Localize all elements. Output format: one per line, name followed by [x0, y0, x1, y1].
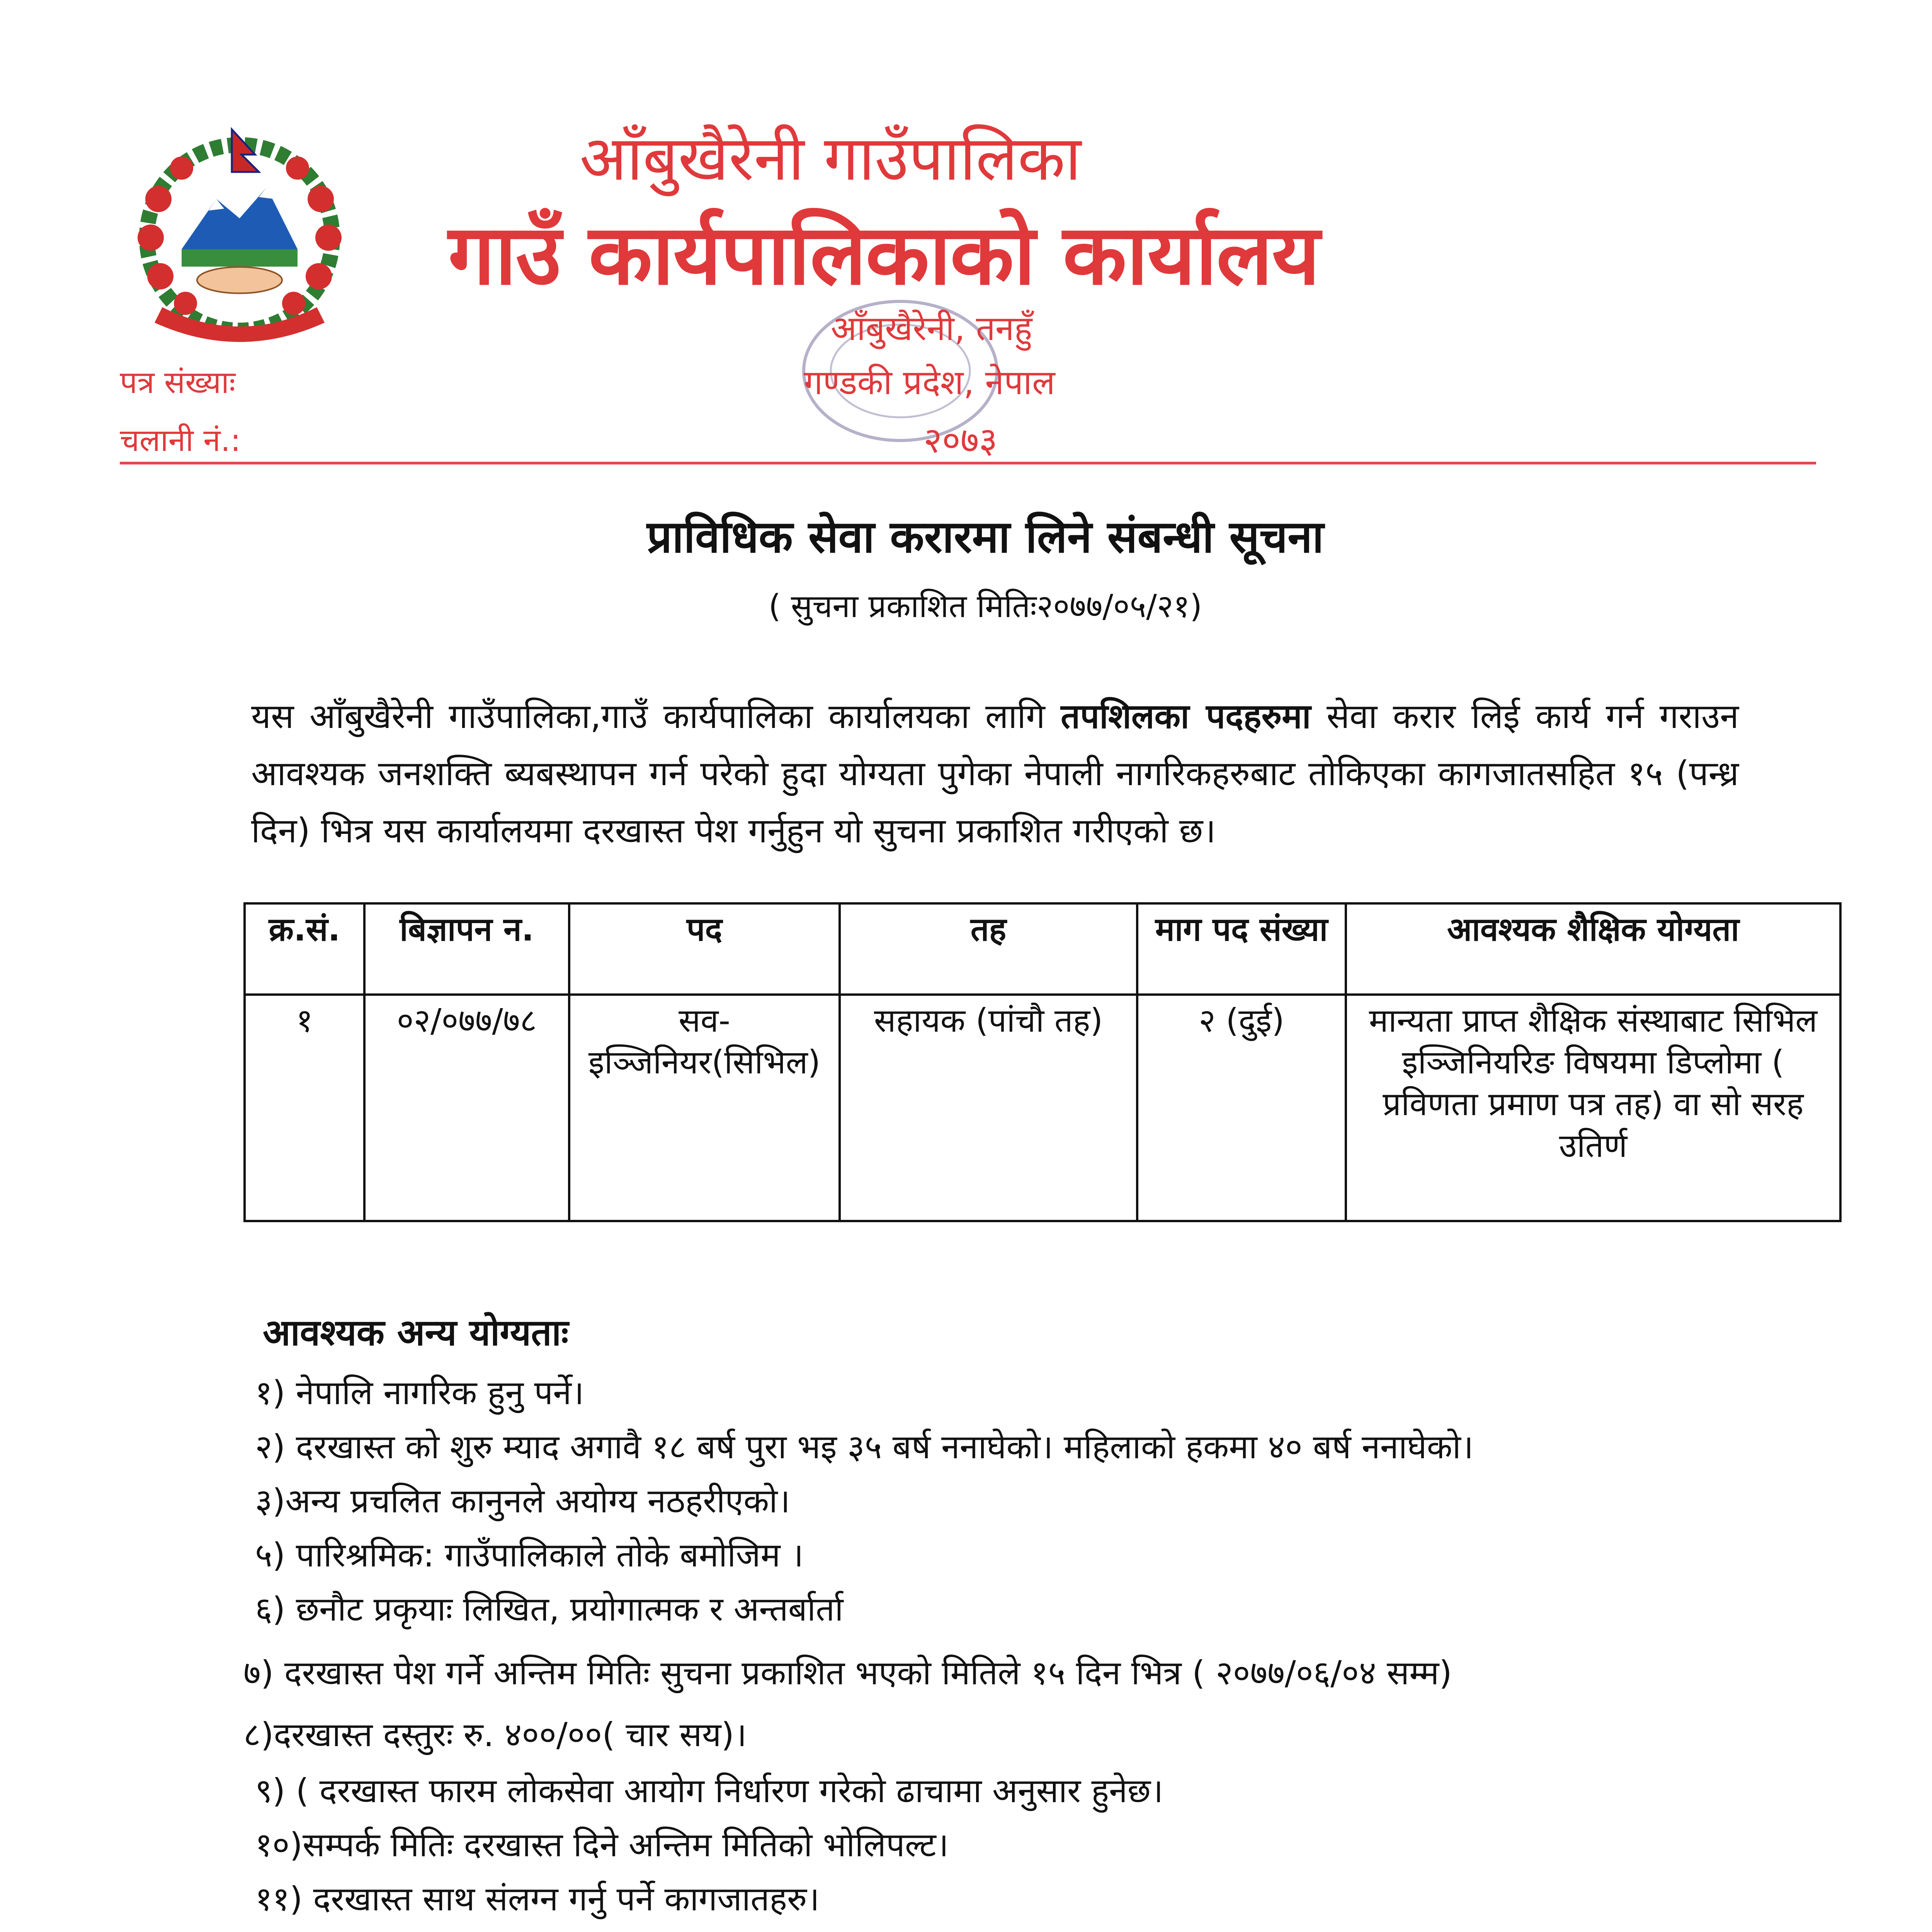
list-item: २) दरखास्त को शुरु म्याद अगावै १८ बर्ष पुरा भइ ३५ बर्ष ननाघेको। महिलाको हकमा ४० बर्ष ननाघेको।: [255, 1428, 1474, 1466]
vacancy-table: [243, 902, 1842, 1222]
intro-text-start: यस आँबुखैरेनी गाउँपालिका,गाउँ कार्यपालिका कार्यालयका लागि: [251, 696, 1061, 736]
nepal-emblem-logo: [116, 122, 363, 346]
cell-post: सव-इञ्जिनियर(सिभिल): [569, 995, 840, 1221]
list-item: ६) छनौट प्रकृयाः लिखित, प्रयोगात्मक र अन्तर्बार्ता: [255, 1590, 844, 1629]
table-row: [245, 995, 1840, 1221]
notice-title: प्राविधिक सेवा करारमा लिने संबन्धी सूचना: [647, 511, 1324, 563]
cell-serial: १: [245, 995, 364, 1221]
address-year: २०७३: [923, 420, 998, 461]
address-district: आँबुखैरेनी, तनहुँ: [831, 308, 1032, 348]
intro-text-bold: तपशिलका पदहरुमा: [1061, 696, 1311, 736]
list-item: [263, 1930, 759, 1932]
list-item: ९) ( दरखास्त फारम लोकसेवा आयोग निर्धारण गरेको ढाचामा अनुसार हुनेछ।: [255, 1772, 1163, 1810]
intro-paragraph: [251, 688, 1739, 859]
list-item: ५) पारिश्रमिक: गाउँपालिकाले तोके बमोजिम ।: [255, 1536, 804, 1575]
list-item: ११) दरखास्त साथ संलग्न गर्नु पर्ने कागजातहरु।: [255, 1880, 820, 1918]
table-header-row: [245, 903, 1840, 995]
list-item: ३)अन्य प्रचलित कानुनले अयोग्य नठहरीएको।: [255, 1482, 790, 1520]
column-header-level: तह: [840, 903, 1137, 995]
cell-level: सहायक (पांचौ तह): [840, 995, 1137, 1221]
office-name: गाउँ कार्यपालिकाको कार्यालय: [448, 206, 1320, 303]
mountain-icon: [182, 187, 298, 267]
intro-text-end: सेवा करार लिई कार्य गर्न गराउन आवश्यक जनशक्ति ब्यबस्थापन गर्न परेको हुदा योग्यता पुगेका नेपाली नागरिकहरुबाट तोकिएका कागजातसहित १५ (पन्ध्र दिन) भित्र यस कार्यालयमा दरखास्त पेश गर्नुहुन यो सुचना प्रकाशित गरीएको छ।: [251, 696, 1739, 850]
header-divider: [120, 462, 1816, 464]
dispatch-number-label: चलानी नं.:: [120, 422, 241, 458]
cell-demand-count: २ (दुई): [1137, 995, 1346, 1221]
list-item: १०)सम्पर्क मितिः दरखास्त दिने अन्तिम मितिको भोलिपल्ट।: [255, 1826, 949, 1864]
cell-qualification: मान्यता प्राप्त शैक्षिक संस्थाबाट सिभिल इञ्जिनियरिङ विषयमा डिप्लोमा ( प्रविणता प्रमाण पत्र तह) वा सो सरह उतिर्ण: [1346, 995, 1840, 1221]
publish-date: ( सुचना प्रकाशित मितिः२०७७/०५/२१): [768, 588, 1202, 625]
column-header-post: पद: [569, 903, 840, 995]
list-item: ८)दरखास्त दस्तुरः रु. ४००/००( चार सय)।: [243, 1716, 747, 1754]
handshake-icon: [197, 267, 282, 293]
column-header-serial: क्र.सं.: [245, 903, 364, 995]
list-item: ७) दरखास्त पेश गर्ने अन्तिम मितिः सुचना प्रकाशित भएको मितिले १५ दिन भित्र ( २०७७/०६/०४ सम्म): [243, 1654, 1452, 1692]
municipality-name: आँबुखैरेनी गाउँपालिका: [580, 122, 1082, 194]
list-item: १) नेपालि नागरिक हुनु पर्ने।: [255, 1374, 584, 1412]
letter-number-label: पत्र संख्याः: [120, 364, 236, 400]
column-header-demand-count: माग पद संख्या: [1137, 903, 1346, 995]
address-province: गण्डकी प्रदेश, नेपाल: [804, 362, 1055, 402]
column-header-ad-number: बिज्ञापन न.: [364, 903, 569, 995]
other-qualifications-title: आवश्यक अन्य योग्यताः: [263, 1312, 569, 1354]
cell-ad-number: ०२/०७७/७८: [364, 995, 569, 1221]
column-header-qualification: आवश्यक शैक्षिक योग्यता: [1346, 903, 1840, 995]
